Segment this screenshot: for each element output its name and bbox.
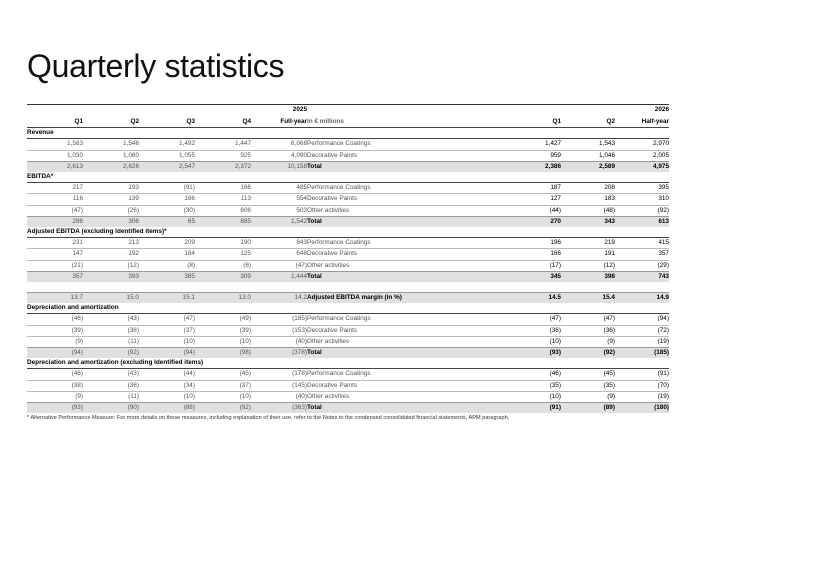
page-title: Quarterly statistics (27, 48, 285, 84)
value-2025-cell: 1,447 (195, 139, 251, 150)
total-row (27, 348, 669, 359)
value-2026-cell: 4,975 (615, 161, 669, 172)
value-2026-cell: 15.4 (561, 293, 615, 304)
table-row (27, 205, 669, 216)
value-2025-cell: (92) (83, 348, 139, 359)
value-2026-cell: (92) (615, 205, 669, 216)
value-2025-cell: 209 (139, 238, 195, 249)
value-2026-cell: 270 (507, 216, 561, 227)
section-header-row (27, 358, 669, 369)
unit-label: in € millions (307, 115, 507, 128)
value-2026-cell: 2,005 (615, 150, 669, 161)
row-label: Performance Coatings (307, 369, 507, 380)
value-2026-cell: (36) (561, 325, 615, 336)
value-2026-cell: (10) (507, 336, 561, 347)
value-2026-cell: (35) (507, 380, 561, 391)
value-2026-cell: 2,386 (507, 161, 561, 172)
value-2026-cell: 14.9 (615, 293, 669, 304)
value-2025-cell: (46) (27, 314, 83, 325)
value-2025-cell: 309 (195, 271, 251, 282)
value-2026-cell: (92) (561, 348, 615, 359)
value-2026-cell: 183 (561, 194, 615, 205)
value-2026-cell: 343 (561, 216, 615, 227)
value-2025-cell: (9) (27, 336, 83, 347)
value-2025-cell: (36) (83, 380, 139, 391)
value-2026-cell: (46) (507, 369, 561, 380)
value-2025-cell: 193 (83, 183, 139, 194)
value-2025-cell: (94) (139, 348, 195, 359)
table-row (27, 260, 669, 271)
value-2026-cell: 196 (507, 238, 561, 249)
value-2025-cell: (378) (251, 348, 307, 359)
row-label: Decorative Paints (307, 194, 507, 205)
value-2025-cell: 885 (195, 216, 251, 227)
value-2026-cell: 2,589 (561, 161, 615, 172)
value-2025-cell: 65 (139, 216, 195, 227)
value-2025-cell: 147 (27, 249, 83, 260)
table-row (27, 150, 669, 161)
section-title: Depreciation and amortization (excluding Identified items) (27, 359, 204, 367)
value-2025-cell: (39) (195, 325, 251, 336)
value-2025-cell: 843 (251, 238, 307, 249)
value-2025-cell: (93) (27, 403, 83, 414)
table-row (27, 139, 669, 150)
row-label: Performance Coatings (307, 314, 507, 325)
value-2026-cell: 191 (561, 249, 615, 260)
value-2025-cell: 125 (195, 249, 251, 260)
value-2025-cell: 217 (27, 183, 83, 194)
section-title: Depreciation and amortization (27, 304, 119, 312)
value-2025-cell: 192 (83, 249, 139, 260)
table-row (27, 336, 669, 347)
value-2025-cell: (45) (195, 369, 251, 380)
value-2025-cell: (40) (251, 336, 307, 347)
value-2025-cell: 13.0 (195, 293, 251, 304)
section-header-row (27, 227, 669, 238)
value-2025-cell: (37) (139, 325, 195, 336)
value-2025-cell: 184 (139, 249, 195, 260)
row-label: Total (307, 216, 507, 227)
value-2025-cell: (145) (251, 380, 307, 391)
section-title: Adjusted EBITDA (excluding Identified items)* (27, 228, 167, 236)
value-2026-cell: (35) (561, 380, 615, 391)
value-2026-cell: (17) (507, 260, 561, 271)
value-2026-cell: (19) (615, 391, 669, 402)
value-2026-cell: (94) (615, 314, 669, 325)
value-2025-cell: 2,626 (83, 161, 139, 172)
value-2025-cell: 1,583 (27, 139, 83, 150)
total-row (27, 216, 669, 227)
value-2026-cell: (19) (615, 336, 669, 347)
col-header: Q3 (139, 115, 195, 128)
value-2026-cell: (12) (561, 260, 615, 271)
value-2025-cell: (92) (195, 403, 251, 414)
value-2026-cell: 2,970 (615, 139, 669, 150)
row-label: Performance Coatings (307, 139, 507, 150)
value-2025-cell: 385 (139, 271, 195, 282)
value-2025-cell: (153) (251, 325, 307, 336)
value-2025-cell: (43) (83, 314, 139, 325)
table-row (27, 238, 669, 249)
spacer-row (27, 282, 669, 293)
table-row (27, 249, 669, 260)
value-2025-cell: 2,613 (27, 161, 83, 172)
row-label: Other activities (307, 391, 507, 402)
row-label: Other activities (307, 205, 507, 216)
value-2025-cell: (10) (195, 336, 251, 347)
row-label: Performance Coatings (307, 183, 507, 194)
value-2025-cell: 6,068 (251, 139, 307, 150)
value-2025-cell: (11) (83, 336, 139, 347)
value-2025-cell: (9) (27, 391, 83, 402)
value-2025-cell: (34) (139, 380, 195, 391)
value-2025-cell: (43) (83, 369, 139, 380)
value-2025-cell: 925 (195, 150, 251, 161)
value-2025-cell: 190 (195, 238, 251, 249)
row-label: Other activities (307, 260, 507, 271)
value-2026-cell: 395 (615, 183, 669, 194)
value-2026-cell: (44) (507, 205, 561, 216)
value-2025-cell: (40) (251, 391, 307, 402)
value-2025-cell: 10,158 (251, 161, 307, 172)
col-header: Q2 (83, 115, 139, 128)
value-2026-cell: (10) (507, 391, 561, 402)
col-header: Q4 (195, 115, 251, 128)
value-2025-cell: (98) (195, 348, 251, 359)
value-2025-cell: 15.0 (83, 293, 139, 304)
value-2025-cell: (21) (27, 260, 83, 271)
value-2025-cell: (47) (251, 260, 307, 271)
value-2026-cell: 187 (507, 183, 561, 194)
section-title: EBITDA* (27, 173, 54, 181)
value-2025-cell: (47) (139, 314, 195, 325)
value-2025-cell: 554 (251, 194, 307, 205)
value-2026-cell: (72) (615, 325, 669, 336)
value-2025-cell: 648 (251, 249, 307, 260)
row-label: Performance Coatings (307, 238, 507, 249)
value-2026-cell: 415 (615, 238, 669, 249)
value-2026-cell: 398 (561, 271, 615, 282)
table-row (27, 325, 669, 336)
value-2025-cell: 15.1 (139, 293, 195, 304)
section-header-row (27, 172, 669, 183)
value-2026-cell: (70) (615, 380, 669, 391)
value-2025-cell: (178) (251, 369, 307, 380)
value-2026-cell: 14.5 (507, 293, 561, 304)
total-row (27, 403, 669, 414)
row-label: Total (307, 271, 507, 282)
value-2025-cell: 116 (27, 194, 83, 205)
table-row (27, 183, 669, 194)
value-2025-cell: 2,372 (195, 161, 251, 172)
value-2026-cell: 959 (507, 150, 561, 161)
table-row (27, 380, 669, 391)
value-2025-cell: 503 (251, 205, 307, 216)
value-2025-cell: (6) (195, 260, 251, 271)
value-2026-cell: (89) (561, 403, 615, 414)
value-2026-cell: (47) (561, 314, 615, 325)
value-2026-cell: 310 (615, 194, 669, 205)
year-left: 2025 (251, 105, 307, 116)
row-label: Decorative Paints (307, 380, 507, 391)
value-2026-cell: (9) (561, 336, 615, 347)
value-2025-cell: (39) (27, 325, 83, 336)
value-2026-cell: (29) (615, 260, 669, 271)
row-label: Other activities (307, 336, 507, 347)
value-2025-cell: 4,090 (251, 150, 307, 161)
row-label: Decorative Paints (307, 325, 507, 336)
value-2025-cell: (363) (251, 403, 307, 414)
section-header-row (27, 303, 669, 314)
value-2025-cell: 113 (195, 194, 251, 205)
value-2026-cell: 613 (615, 216, 669, 227)
value-2025-cell: (10) (195, 391, 251, 402)
value-2026-cell: 357 (615, 249, 669, 260)
year-right: 2026 (615, 105, 669, 116)
value-2026-cell: (93) (507, 348, 561, 359)
value-2025-cell: 139 (83, 194, 139, 205)
margin-row (27, 293, 669, 304)
col-header: Q1 (507, 115, 561, 128)
column-header-row (27, 115, 669, 128)
section-title: Revenue (27, 129, 54, 137)
col-header: Full-year (251, 115, 307, 128)
value-2025-cell: 1,492 (139, 139, 195, 150)
value-2025-cell: 2,547 (139, 161, 195, 172)
value-2025-cell: 286 (27, 216, 83, 227)
value-2025-cell: 1,030 (27, 150, 83, 161)
value-2026-cell: (47) (507, 314, 561, 325)
quarterly-statistics-table (27, 104, 669, 413)
value-2026-cell: (185) (615, 348, 669, 359)
year-row (27, 105, 669, 116)
value-2025-cell: (38) (83, 325, 139, 336)
value-2025-cell: 393 (83, 271, 139, 282)
value-2025-cell: (10) (139, 391, 195, 402)
value-2025-cell: 213 (83, 238, 139, 249)
value-2025-cell: (88) (139, 403, 195, 414)
value-2025-cell: 357 (27, 271, 83, 282)
value-2026-cell: (9) (561, 391, 615, 402)
value-2025-cell: 14.2 (251, 293, 307, 304)
value-2026-cell: 1,543 (561, 139, 615, 150)
value-2026-cell: 743 (615, 271, 669, 282)
total-row (27, 271, 669, 282)
value-2026-cell: (91) (507, 403, 561, 414)
value-2025-cell: (30) (139, 205, 195, 216)
value-2025-cell: (47) (27, 205, 83, 216)
value-2025-cell: 306 (83, 216, 139, 227)
value-2025-cell: 1,546 (83, 139, 139, 150)
value-2025-cell: (38) (27, 380, 83, 391)
value-2025-cell: 1,055 (139, 150, 195, 161)
value-2026-cell: (91) (615, 369, 669, 380)
value-2025-cell: (49) (195, 314, 251, 325)
value-2026-cell: (36) (507, 325, 561, 336)
value-2025-cell: 1,080 (83, 150, 139, 161)
value-2025-cell: (46) (27, 369, 83, 380)
value-2025-cell: (185) (251, 314, 307, 325)
value-2026-cell: 127 (507, 194, 561, 205)
col-header: Q1 (27, 115, 83, 128)
value-2026-cell: 1,427 (507, 139, 561, 150)
value-2025-cell: (44) (139, 369, 195, 380)
value-2025-cell: 166 (195, 183, 251, 194)
value-2025-cell: 485 (251, 183, 307, 194)
value-2025-cell: (37) (195, 380, 251, 391)
value-2026-cell: 219 (561, 238, 615, 249)
value-2025-cell: 13.7 (27, 293, 83, 304)
value-2026-cell: (48) (561, 205, 615, 216)
row-label: Adjusted EBITDA margin (in %) (307, 293, 507, 304)
value-2026-cell: (45) (561, 369, 615, 380)
row-label: Total (307, 348, 507, 359)
value-2026-cell: 1,046 (561, 150, 615, 161)
table-row (27, 194, 669, 205)
value-2025-cell: (10) (139, 336, 195, 347)
value-2025-cell: (90) (83, 403, 139, 414)
table-row (27, 314, 669, 325)
total-row (27, 161, 669, 172)
value-2026-cell: 345 (507, 271, 561, 282)
row-label: Total (307, 403, 507, 414)
value-2026-cell: (180) (615, 403, 669, 414)
row-label: Total (307, 161, 507, 172)
value-2025-cell: 1,542 (251, 216, 307, 227)
value-2026-cell: 166 (507, 249, 561, 260)
value-2025-cell: (94) (27, 348, 83, 359)
value-2025-cell: (12) (83, 260, 139, 271)
row-label: Decorative Paints (307, 249, 507, 260)
value-2025-cell: (8) (139, 260, 195, 271)
value-2025-cell: (91) (139, 183, 195, 194)
value-2025-cell: 606 (195, 205, 251, 216)
section-header-row (27, 128, 669, 139)
value-2025-cell: 1,444 (251, 271, 307, 282)
table-row (27, 391, 669, 402)
value-2025-cell: 186 (139, 194, 195, 205)
col-header: Q2 (561, 115, 615, 128)
footnote: * Alternative Performance Measure: For more details on these measures, including explanation of their use, refer to the Notes to the condensed consolidated financial statements, APM paragraph. (27, 415, 510, 421)
col-header: Half-year (615, 115, 669, 128)
row-label: Decorative Paints (307, 150, 507, 161)
value-2025-cell: (11) (83, 391, 139, 402)
table-row (27, 369, 669, 380)
value-2025-cell: 231 (27, 238, 83, 249)
value-2026-cell: 208 (561, 183, 615, 194)
value-2025-cell: (26) (83, 205, 139, 216)
